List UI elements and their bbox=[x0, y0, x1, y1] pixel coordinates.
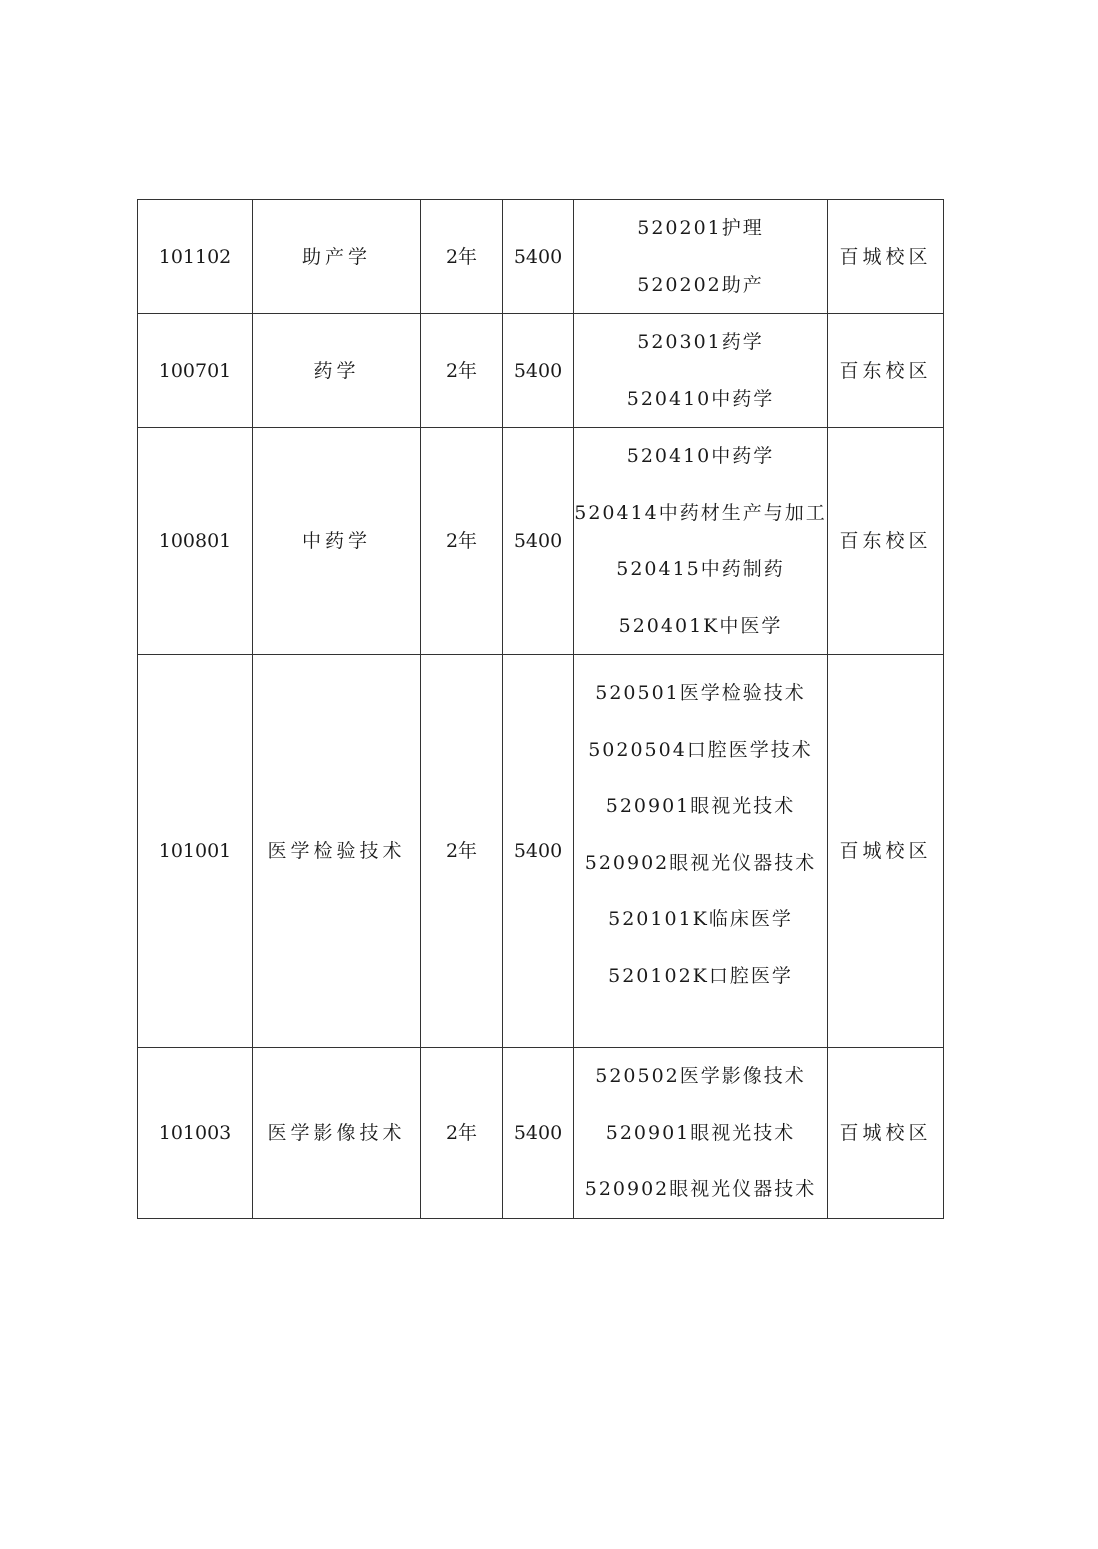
program-name: 医学检验技术 bbox=[253, 655, 421, 1048]
eligible-major: 520901眼视光技术 bbox=[605, 1121, 796, 1144]
program-code: 100701 bbox=[138, 314, 253, 428]
program-fee: 5400 bbox=[503, 428, 574, 655]
eligible-major: 520502医学影像技术 bbox=[595, 1065, 806, 1087]
eligible-major: 5020504口腔医学技术 bbox=[588, 738, 813, 761]
eligible-major: 520102K口腔医学 bbox=[608, 964, 793, 987]
eligible-major: 520401K中医学 bbox=[618, 614, 783, 637]
eligible-major: 520410中药学 bbox=[626, 387, 775, 410]
program-fee: 5400 bbox=[503, 655, 574, 1048]
eligible-majors bbox=[574, 655, 828, 1048]
eligible-majors bbox=[574, 314, 828, 428]
program-fee: 5400 bbox=[503, 200, 574, 314]
table-row bbox=[138, 200, 944, 314]
campus: 百东校区 bbox=[828, 428, 944, 655]
table-row bbox=[138, 655, 944, 1048]
eligible-major: 520301药学 bbox=[637, 331, 764, 353]
eligible-major: 520902眼视光仪器技术 bbox=[584, 851, 817, 874]
program-code: 100801 bbox=[138, 428, 253, 655]
enrollment-table bbox=[137, 199, 944, 1219]
program-name: 药学 bbox=[253, 314, 421, 428]
program-duration: 2年 bbox=[421, 655, 503, 1048]
table-row bbox=[138, 428, 944, 655]
program-fee: 5400 bbox=[503, 314, 574, 428]
eligible-majors bbox=[574, 200, 828, 314]
eligible-major: 520201护理 bbox=[637, 217, 764, 239]
program-code: 101001 bbox=[138, 655, 253, 1048]
eligible-major: 520101K临床医学 bbox=[608, 908, 793, 930]
table-row bbox=[138, 314, 944, 428]
eligible-major: 520501医学检验技术 bbox=[595, 682, 806, 704]
program-name: 医学影像技术 bbox=[253, 1048, 421, 1219]
program-duration: 2年 bbox=[421, 428, 503, 655]
eligible-majors bbox=[574, 1048, 828, 1219]
campus: 百城校区 bbox=[828, 1048, 944, 1219]
eligible-major: 520414中药材生产与加工 bbox=[574, 501, 827, 524]
eligible-major: 520410中药学 bbox=[626, 445, 775, 467]
program-duration: 2年 bbox=[421, 314, 503, 428]
eligible-major: 520902眼视光仪器技术 bbox=[584, 1178, 817, 1200]
program-duration: 2年 bbox=[421, 200, 503, 314]
campus: 百东校区 bbox=[828, 314, 944, 428]
campus: 百城校区 bbox=[828, 655, 944, 1048]
table-row bbox=[138, 1048, 944, 1219]
program-name: 助产学 bbox=[253, 200, 421, 314]
eligible-major: 520901眼视光技术 bbox=[605, 795, 796, 817]
eligible-major: 520415中药制药 bbox=[616, 558, 785, 580]
eligible-majors bbox=[574, 428, 828, 655]
program-code: 101102 bbox=[138, 200, 253, 314]
program-name: 中药学 bbox=[253, 428, 421, 655]
program-duration: 2年 bbox=[421, 1048, 503, 1219]
program-fee: 5400 bbox=[503, 1048, 574, 1219]
campus: 百城校区 bbox=[828, 200, 944, 314]
eligible-major: 520202助产 bbox=[637, 273, 764, 296]
program-code: 101003 bbox=[138, 1048, 253, 1219]
